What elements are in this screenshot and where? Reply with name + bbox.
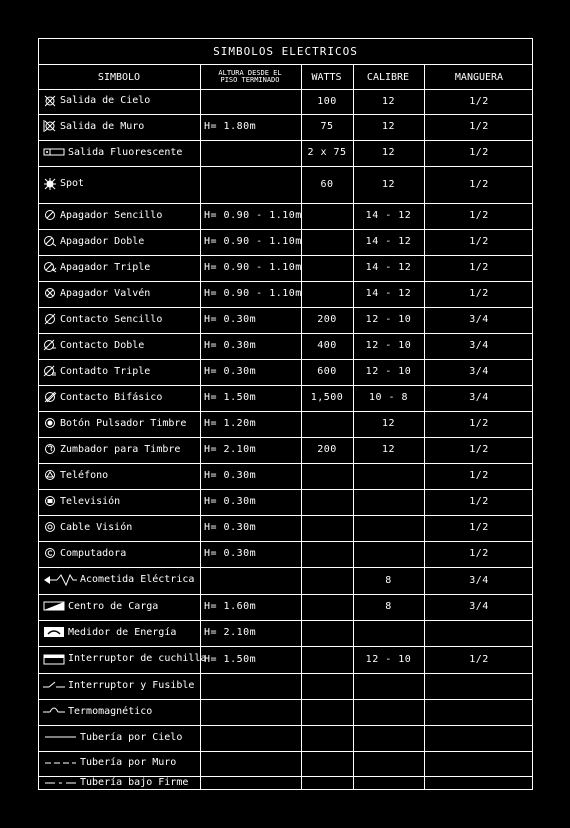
row-divider [39,307,532,308]
symbol-name: Tubería por Cielo [80,731,183,743]
symbol-name: Contacto Sencillo [60,313,163,325]
buzzer-icon [43,443,57,455]
altura-cell: H= 0.30m [204,314,257,325]
altura-cell: H= 0.90 - 1.10m [204,210,302,221]
manguera-cell: 3/4 [469,366,489,377]
row-divider [39,725,532,726]
manguera-cell: 1/2 [469,178,489,190]
row-divider [39,437,532,438]
symbol-name: Contacto Bifásico [60,391,163,403]
watts-cell: 1,500 [310,392,344,403]
symbol-name: Televisión [60,495,121,507]
symbol-cell [43,365,150,377]
double-receptacle-icon [43,339,57,351]
push-button-icon [43,417,57,429]
calibre-cell: 12 - 10 [365,653,412,665]
symbol-cell [43,391,162,403]
row-divider [39,385,532,386]
knife-switch-icon [43,653,65,665]
symbol-name: Apagador Sencillo [60,209,163,221]
watts-cell: 75 [320,121,334,132]
calibre-cell: 12 [381,178,396,190]
header-calibre: CALIBRE [366,71,410,83]
symbol-name: Apagador Valvén [60,287,151,299]
header-watts: WATTS [311,71,342,83]
manguera-cell: 1/2 [469,288,489,299]
single-receptacle-icon [43,313,57,325]
calibre-cell: 12 [381,147,396,158]
altura-cell: H= 2.10m [204,627,257,638]
manguera-cell: 3/4 [469,601,489,612]
manguera-cell: 3/4 [469,392,489,403]
symbol-name: Apagador Doble [60,235,145,247]
calibre-cell: 8 [385,574,392,586]
symbol-cell [43,95,150,107]
manguera-cell: 1/2 [469,496,489,507]
row-divider [39,255,532,256]
symbol-cell [43,146,182,158]
calibre-cell: 14 - 12 [365,210,412,221]
single-switch-icon [43,209,57,221]
manguera-cell: 1/2 [469,418,489,429]
calibre-cell: 12 [381,121,396,132]
altura-cell: H= 1.50m [204,653,257,665]
watts-cell: 400 [317,340,337,351]
altura-cell: H= 0.30m [204,548,257,559]
header-simbolo: SIMBOLO [97,71,141,83]
symbol-name: Centro de Carga [68,600,159,612]
row-divider [39,359,532,360]
symbol-cell [43,626,176,638]
altura-cell: H= 0.30m [204,366,257,377]
manguera-cell: 1/2 [469,522,489,533]
biphasic-receptacle-icon [43,391,57,403]
calibre-cell: 12 [381,444,396,455]
ceiling-outlet-icon [43,95,57,107]
symbol-cell [43,731,182,743]
row-divider [39,567,532,568]
row-divider [39,89,532,90]
calibre-cell: 14 - 12 [365,236,412,247]
symbol-name: Salida de Muro [60,120,145,132]
header-manguera: MANGUERA [454,71,504,83]
altura-cell: H= 0.90 - 1.10m [204,262,302,273]
symbol-cell [43,705,152,717]
row-divider [39,489,532,490]
altura-cell: H= 0.90 - 1.10m [204,288,302,299]
row-divider [39,281,532,282]
manguera-cell: 1/2 [469,262,489,273]
altura-cell: H= 1.80m [204,121,257,132]
symbol-name: Cable Visión [60,521,133,533]
calibre-cell: 8 [385,601,392,612]
symbol-cell [43,653,206,665]
table-title: SIMBOLOS ELECTRICOS [39,39,532,65]
calibre-cell: 14 - 12 [365,262,412,273]
calibre-cell: 10 - 8 [368,392,409,403]
manguera-cell: 3/4 [469,574,489,586]
three-way-switch-icon [43,287,57,299]
symbol-name: Acometida Eléctrica [80,574,195,585]
row-divider [39,114,532,115]
header-altura-line1: ALTURA DESDE EL [218,69,282,77]
row-divider [39,463,532,464]
symbol-name: Medidor de Energía [68,626,177,638]
symbol-cell [43,679,194,691]
watts-cell: 600 [317,366,337,377]
row-divider [39,333,532,334]
symbol-name: Computadora [60,547,127,559]
symbol-name: Termomagnético [68,705,153,717]
watts-cell: 200 [317,444,337,455]
manguera-cell: 1/2 [469,95,489,107]
symbol-cell [43,574,194,586]
calibre-cell: 12 [381,418,396,429]
double-switch-icon [43,235,57,247]
altura-cell: H= 0.30m [204,522,257,533]
calibre-cell: 12 [381,95,396,107]
manguera-cell: 1/2 [469,147,489,158]
row-divider [39,229,532,230]
triple-switch-icon [43,261,57,273]
wall-conduit-icon [43,757,77,769]
symbol-name: Contadto Triple [60,365,151,377]
header-altura-line2: PISO TERMINADO [220,76,280,84]
row-divider [39,751,532,752]
symbol-cell [43,287,150,299]
watts-cell: 2 x 75 [307,147,347,158]
symbol-cell [43,209,162,221]
symbol-cell [43,178,84,190]
altura-cell: H= 1.50m [204,392,257,403]
wall-outlet-icon [43,120,57,132]
symbol-cell [43,443,180,455]
row-divider [39,620,532,621]
symbol-name: Tubería por Muro [80,757,177,768]
triple-receptacle-icon [43,365,57,377]
column-divider [301,65,302,789]
symbol-name: Contacto Doble [60,339,145,351]
altura-cell: H= 1.60m [204,601,257,612]
computer-icon [43,547,57,559]
symbol-name: Spot [60,178,85,189]
symbol-cell [43,757,176,769]
altura-cell: H= 0.90 - 1.10m [204,236,302,247]
manguera-cell: 3/4 [469,314,489,325]
calibre-cell: 12 - 10 [365,340,412,351]
manguera-cell: 1/2 [469,444,489,455]
altura-cell: H= 0.30m [204,470,257,481]
spot-icon [43,178,57,190]
row-divider [39,541,532,542]
symbol-cell [43,235,144,247]
symbol-cell [43,469,108,481]
row-divider [39,646,532,647]
altura-cell: H= 1.20m [204,418,257,429]
row-divider [39,203,532,204]
row-divider [39,515,532,516]
symbol-cell [43,417,186,429]
manguera-cell: 1/2 [469,548,489,559]
symbol-cell [43,495,120,507]
switch-fuse-icon [43,679,65,691]
service-entrance-icon [43,574,77,586]
cable-tv-icon [43,521,57,533]
watts-cell: 100 [317,95,337,107]
row-divider [39,411,532,412]
symbol-name: Interruptor y Fusible [68,679,195,691]
row-divider [39,673,532,674]
symbol-name: Salida de Cielo [60,95,151,106]
symbol-name: Teléfono [60,469,109,481]
energy-meter-icon [43,626,65,638]
symbol-cell [43,261,150,273]
altura-cell: H= 0.30m [204,496,257,507]
column-divider [200,65,201,789]
calibre-cell: 14 - 12 [365,288,412,299]
manguera-cell: 1/2 [469,210,489,221]
row-divider [39,140,532,141]
symbol-cell [43,547,126,559]
row-divider [39,166,532,167]
symbol-cell [43,777,188,789]
television-icon [43,495,57,507]
altura-cell: H= 0.30m [204,340,257,351]
altura-cell: H= 2.10m [204,444,257,455]
symbol-name: Botón Pulsador Timbre [60,417,187,429]
fluorescent-icon [43,146,65,158]
telephone-icon [43,469,57,481]
symbol-name: Zumbador para Timbre [60,443,181,455]
manguera-cell: 1/2 [469,121,489,132]
load-center-icon [43,600,65,612]
calibre-cell: 12 - 10 [365,366,412,377]
calibre-cell: 12 - 10 [365,314,412,325]
floor-conduit-icon [43,777,77,789]
watts-cell: 60 [320,178,334,190]
symbol-cell [43,120,144,132]
manguera-cell: 1/2 [469,236,489,247]
watts-cell: 200 [317,314,337,325]
header-altura [200,65,300,89]
symbol-cell [43,600,158,612]
row-divider [39,594,532,595]
symbol-cell [43,313,162,325]
manguera-cell: 1/2 [469,653,489,665]
manguera-cell: 1/2 [469,470,489,481]
symbol-cell [43,521,132,533]
symbol-name: Interruptor de cuchilla [68,653,207,664]
symbols-table [38,38,533,790]
symbol-name: Apagador Triple [60,261,151,273]
symbol-name: Tubería bajo Firme [80,777,189,788]
row-divider [39,699,532,700]
manguera-cell: 3/4 [469,340,489,351]
breaker-icon [43,705,65,717]
symbol-cell [43,339,144,351]
ceiling-conduit-icon [43,731,77,743]
symbol-name: Salida Fluorescente [68,146,183,158]
